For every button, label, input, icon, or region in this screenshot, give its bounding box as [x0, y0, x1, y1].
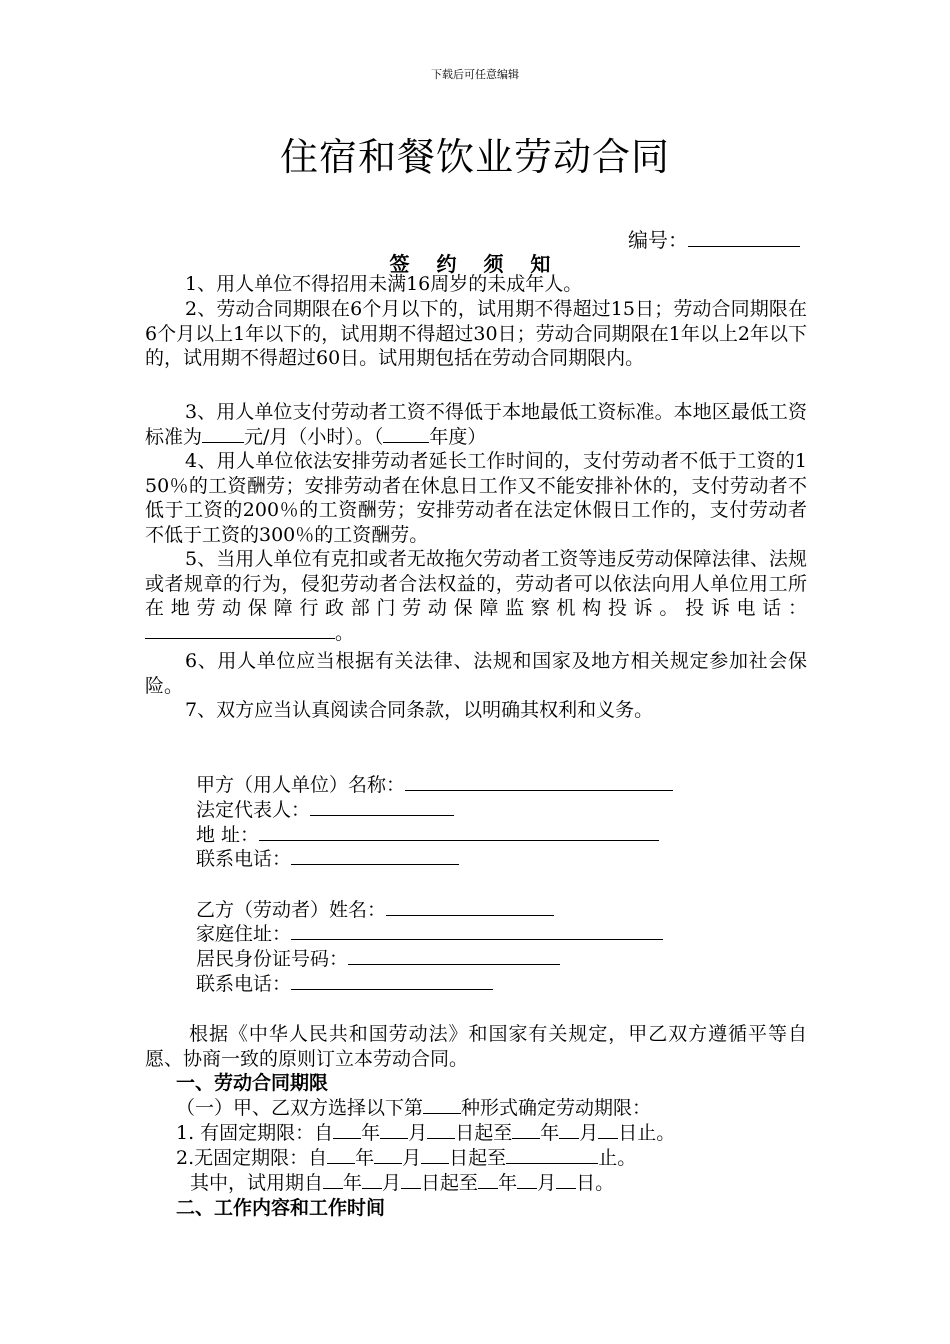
probation-start-year-blank[interactable] [323, 1171, 343, 1189]
notice-item-4: 4、用人单位依法安排劳动者延长工作时间的，支付劳动者不低于工资的150％的工资酬劳；安排劳动者在休息日工作又不能安排补休的，支付劳动者不低于工资的200％的工资酬劳；安排劳动者在法定休假日工作的，支付劳动者不低于工资的300％的工资酬劳。 [145, 450, 807, 546]
fixed-month-1: 月 [408, 1122, 428, 1144]
open-term-line [176, 1146, 636, 1171]
fixed-day-from: 日起至 [455, 1122, 513, 1144]
fixed-end-month-blank[interactable] [559, 1121, 579, 1139]
party-b-phone-label: 联系电话： [196, 973, 292, 995]
party-a-rep [196, 798, 454, 823]
probation-year-1: 年 [343, 1172, 363, 1194]
party-b-phone-blank[interactable] [291, 972, 493, 990]
party-b-name-blank[interactable] [386, 898, 554, 916]
section-1-heading: 一、劳动合同期限 [176, 1072, 329, 1094]
notice-item-3 [145, 400, 807, 449]
party-a-name-label: 甲方（用人单位）名称： [196, 774, 406, 796]
probation-end-day-blank[interactable] [556, 1171, 576, 1189]
fixed-term-line [176, 1121, 675, 1146]
open-start-year-blank[interactable] [327, 1146, 355, 1164]
notice-item-7: 7、双方应当认真阅读合同条款，以明确其权利和义务。 [185, 699, 654, 721]
open-year: 年 [355, 1147, 375, 1169]
party-b-home [196, 922, 663, 947]
probation-end-year-blank[interactable] [478, 1171, 498, 1189]
open-stop: 止。 [598, 1147, 637, 1169]
party-a-phone [196, 847, 459, 872]
open-end-blank[interactable] [506, 1146, 598, 1164]
contract-number-blank[interactable] [688, 229, 800, 247]
probation-year-2: 年 [498, 1172, 518, 1194]
probation-label: 其中，试用期自 [190, 1172, 324, 1194]
fixed-end-year-blank[interactable] [512, 1121, 540, 1139]
notice-item-3-text: 3、用人单位支付劳动者工资不得低于本地最低工资标准。本地区最低工资标准为 [145, 401, 807, 448]
min-wage-year-blank[interactable] [383, 425, 429, 443]
open-month: 月 [402, 1147, 422, 1169]
party-b-id [196, 947, 560, 972]
fixed-start-year-blank[interactable] [333, 1121, 361, 1139]
probation-day-end: 日。 [576, 1172, 615, 1194]
party-b-phone [196, 972, 493, 997]
fixed-until: 日止。 [618, 1122, 676, 1144]
party-a-phone-label: 联系电话： [196, 848, 292, 870]
contract-number-label: 编号： [628, 228, 688, 252]
probation-month-1: 月 [382, 1172, 402, 1194]
term-choice-text-b: 种形式确定劳动期限： [461, 1097, 652, 1119]
party-a-address-label: 地 址： [196, 824, 260, 846]
term-choice-text-a: （一）甲、乙双方选择以下第 [176, 1097, 424, 1119]
probation-month-2: 月 [537, 1172, 557, 1194]
fixed-start-month-blank[interactable] [380, 1121, 408, 1139]
party-a-phone-blank[interactable] [291, 847, 459, 865]
notice-item-5-text: 5、当用人单位有克扣或者无故拖欠劳动者工资等违反劳动保障法律、法规或者规章的行为，侵犯劳动者合法权益的，劳动者可以依法向用人单位用工所在地劳动保障行政部门劳动保障监察机构投诉。投诉电话： [145, 548, 807, 619]
section-2-heading: 二、工作内容和工作时间 [176, 1197, 386, 1219]
open-start-month-blank[interactable] [374, 1146, 402, 1164]
party-b-home-blank[interactable] [291, 922, 663, 940]
probation-start-day-blank[interactable] [401, 1171, 421, 1189]
party-b-id-label: 居民身份证号码： [196, 948, 349, 970]
page-header: 下载后可任意编辑 [431, 68, 519, 81]
term-choice [176, 1096, 651, 1121]
document-title: 住宿和餐饮业劳动合同 [279, 135, 670, 179]
probation-end-month-blank[interactable] [517, 1171, 537, 1189]
party-b-name [196, 898, 554, 923]
term-choice-blank[interactable] [423, 1096, 461, 1114]
open-term-label: 2.无固定期限：自 [176, 1147, 328, 1169]
notice-item-2: 2、劳动合同期限在6个月以下的，试用期不得超过15日；劳动合同期限在6个月以上1年以下的，试用期不得超过30日；劳动合同期限在1年以上2年以下的，试用期不得超过60日。试用期包括在劳动合同期限内。 [145, 298, 807, 369]
notice-item-5 [145, 547, 807, 645]
open-day-from: 日起至 [449, 1147, 507, 1169]
probation-day-from: 日起至 [421, 1172, 479, 1194]
party-a-address [196, 823, 659, 848]
fixed-year-1: 年 [361, 1122, 381, 1144]
fixed-month-2: 月 [579, 1122, 599, 1144]
party-b-id-blank[interactable] [348, 947, 560, 965]
preamble: 根据《中华人民共和国劳动法》和国家有关规定，甲乙双方遵循平等自愿、协商一致的原则订立本劳动合同。 [145, 1023, 807, 1070]
open-start-day-blank[interactable] [421, 1146, 449, 1164]
notice-item-1: 1、用人单位不得招用未满16周岁的未成年人。 [185, 273, 583, 295]
party-b-home-label: 家庭住址： [196, 923, 292, 945]
notice-item-6: 6、用人单位应当根据有关法律、法规和国家及地方相关规定参加社会保险。 [145, 650, 807, 697]
party-a-name [196, 773, 673, 798]
min-wage-blank[interactable] [202, 425, 244, 443]
complaint-phone-blank[interactable] [145, 621, 335, 639]
party-a-address-blank[interactable] [259, 823, 659, 841]
fixed-year-2: 年 [540, 1122, 560, 1144]
party-a-rep-label: 法定代表人： [196, 799, 311, 821]
notice-heading: 签 约 须 知 [389, 252, 561, 276]
fixed-end-day-blank[interactable] [598, 1121, 618, 1139]
probation-start-month-blank[interactable] [362, 1171, 382, 1189]
fixed-start-day-blank[interactable] [427, 1121, 455, 1139]
fixed-term-label: 1. 有固定期限：自 [176, 1122, 334, 1144]
party-a-name-blank[interactable] [405, 773, 673, 791]
party-b-name-label: 乙方（劳动者）姓名： [196, 899, 387, 921]
probation-line [190, 1171, 614, 1196]
notice-item-5-end: 。 [335, 621, 355, 644]
notice-item-3-unit: 元/月（小时）。（ [244, 425, 384, 448]
notice-item-3-year: 年度） [429, 425, 487, 448]
party-a-rep-blank[interactable] [310, 798, 454, 816]
